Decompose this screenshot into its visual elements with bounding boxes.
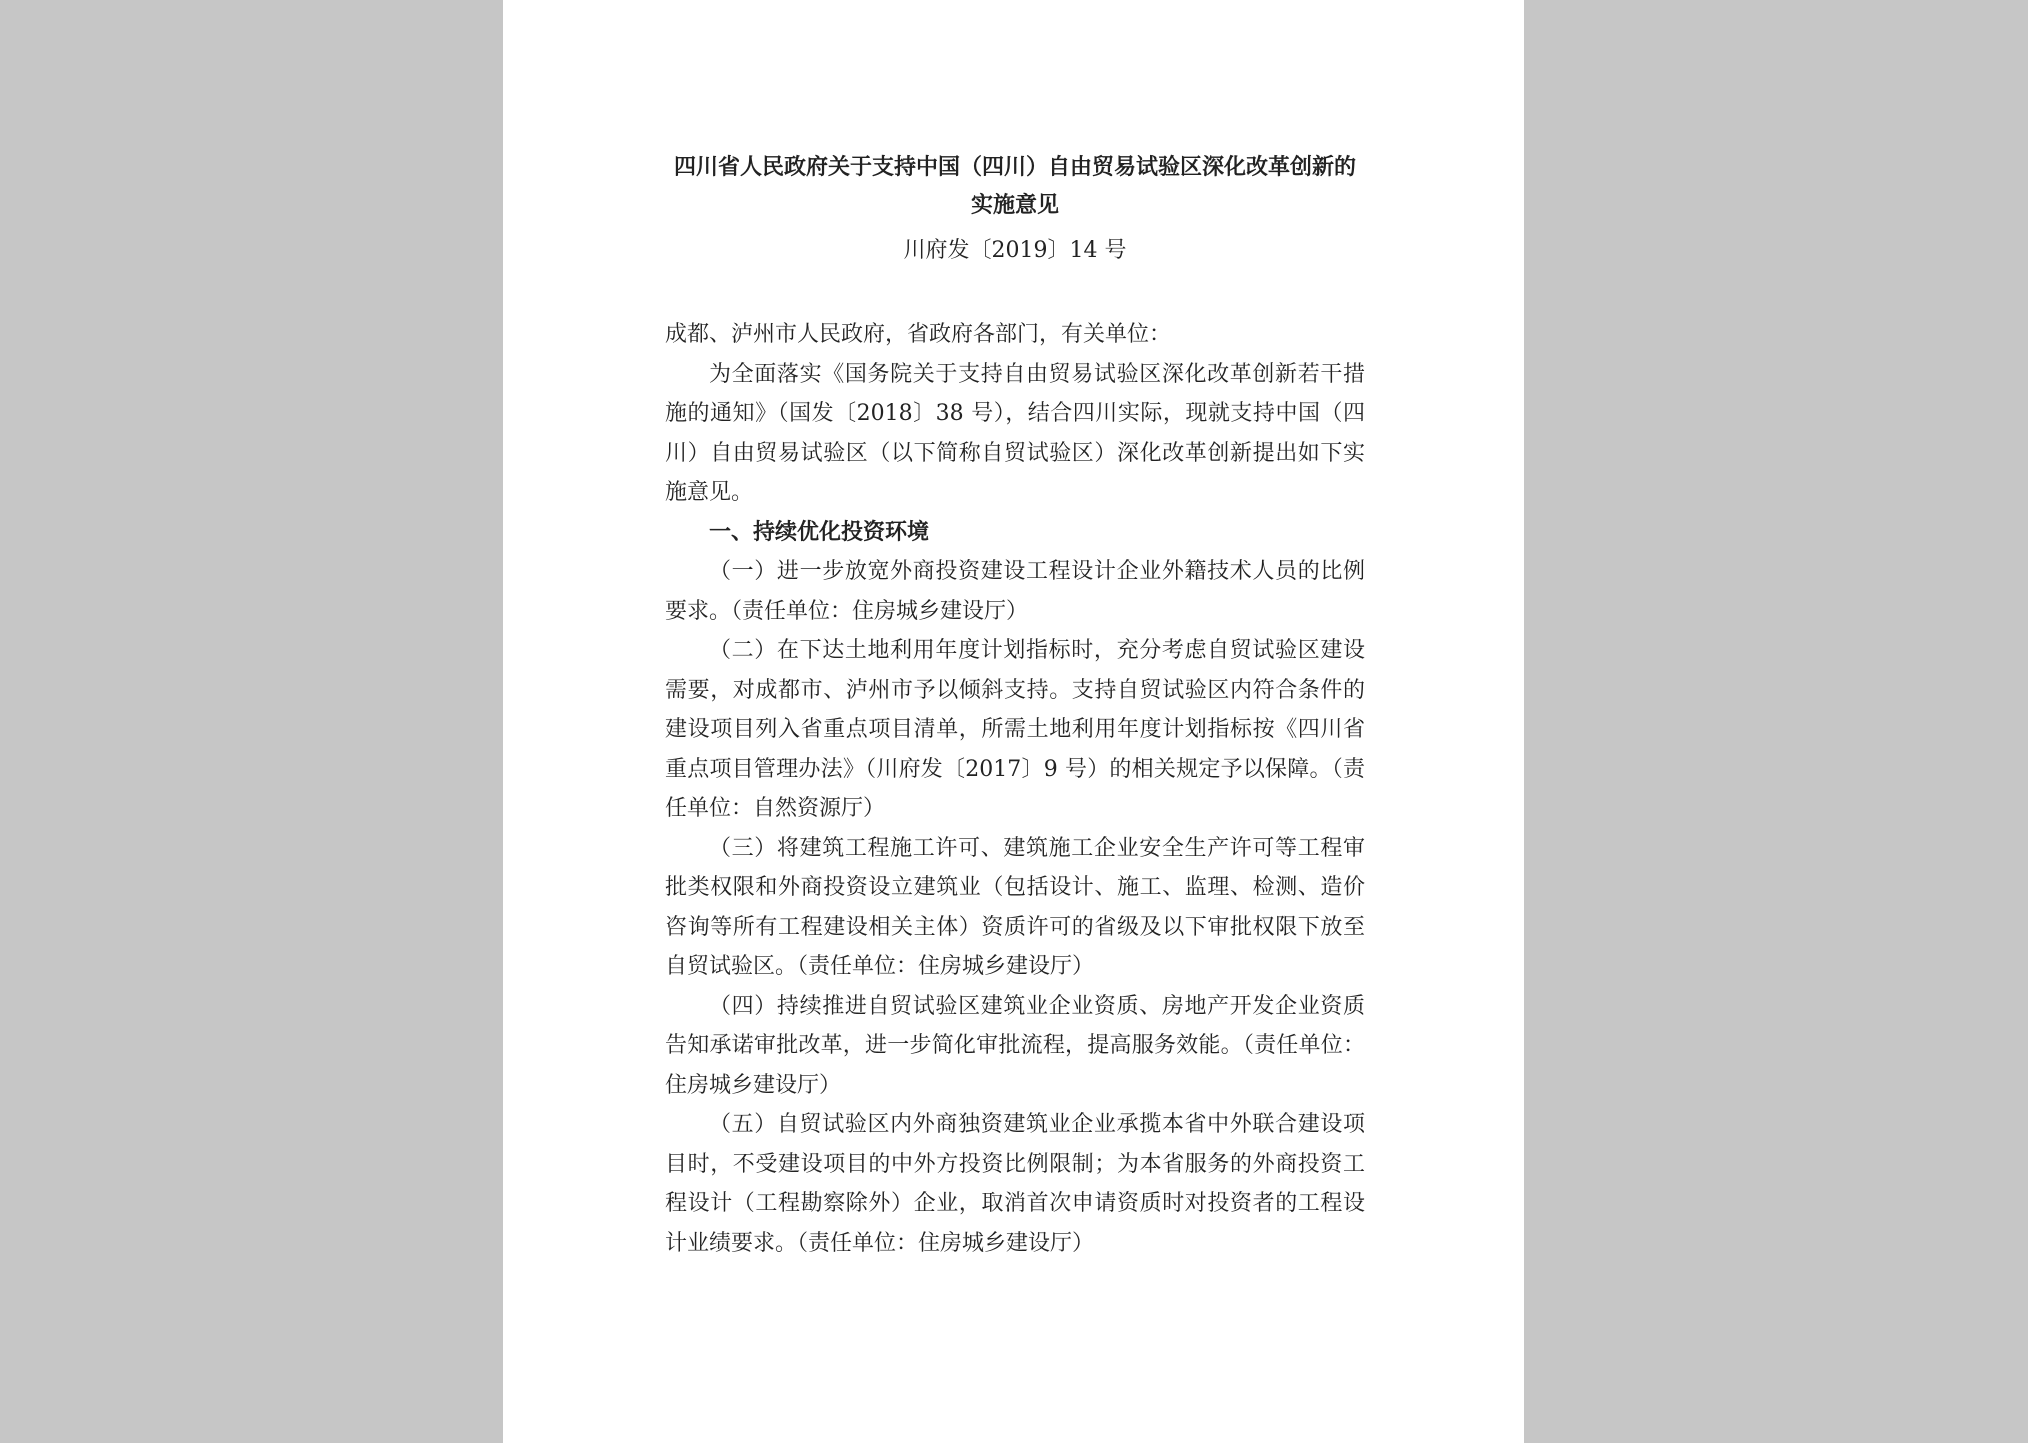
item-paragraph: （五）自贸试验区内外商独资建筑业企业承揽本省中外联合建设项目时，不受建设项目的中外方投资比例限制；为本省服务的外商投资工程设计（工程勘察除外）企业，取消首次申请资质时对投资者的工程设计业绩要求。（责任单位：住房城乡建设厅） [665,1112,1365,1256]
item-paragraph: （四）持续推进自贸试验区建筑业企业资质、房地产开发企业资质告知承诺审批改革，进一步简化审批流程，提高服务效能。（责任单位：住房城乡建设厅） [665,993,1365,1098]
document-title: 四川省人民政府关于支持中国（四川）自由贸易试验区深化改革创新的实施意见 [673,154,1356,218]
item-paragraph: （三）将建筑工程施工许可、建筑施工企业安全生产许可等工程审批类权限和外商投资设立建筑业（包括设计、施工、监理、检测、造价咨询等所有工程建设相关主体）资质许可的省级及以下审批权限下放至自贸试验区。（责任单位：住房城乡建设厅） [665,835,1365,979]
addressee-line: 成都、泸州市人民政府，省政府各部门，有关单位： [665,322,1172,347]
section-heading: 一、持续优化投资环境 [709,518,930,545]
document-page [503,0,1524,1443]
document-content [665,148,1365,1263]
item-paragraph: （二）在下达土地利用年度计划指标时，充分考虑自贸试验区建设需要，对成都市、泸州市予以倾斜支持。支持自贸试验区内符合条件的建设项目列入省重点项目清单，所需土地利用年度计划指标按《四川省重点项目管理办法》（川府发〔2017〕9 号）的相关规定予以保障。（责任单位：自然资源厅） [665,638,1365,821]
intro-paragraph: 为全面落实《国务院关于支持自由贸易试验区深化改革创新若干措施的通知》（国发〔2018〕38 号），结合四川实际，现就支持中国（四川）自由贸易试验区（以下简称自贸试验区）深化改革创新提出如下实施意见。 [665,361,1365,505]
document-number: 川府发〔2019〕14 号 [903,238,1127,263]
item-paragraph: （一）进一步放宽外商投资建设工程设计企业外籍技术人员的比例要求。（责任单位：住房城乡建设厅） [665,559,1365,624]
